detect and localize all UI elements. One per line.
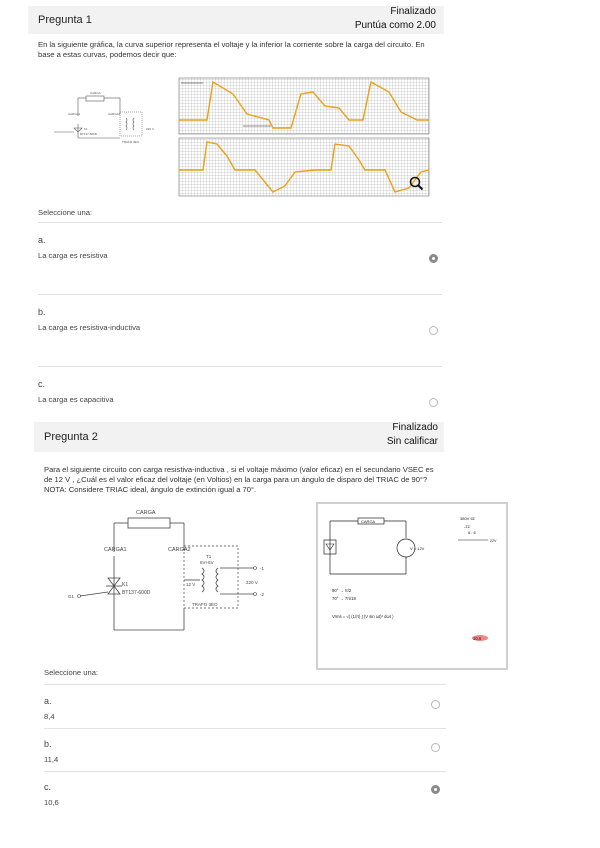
option-b-letter: b. [38, 307, 46, 317]
question-1-text: En la siguiente gráfica, la curva superior representa el voltaje y la inferior la corriente sobre la carga del circuito. En base a estas curvas, podemos decir que: [38, 40, 425, 59]
question-1-select-prompt: Seleccione una: [38, 208, 93, 217]
label-carga2: CARGA2 [168, 547, 191, 553]
question-1-divider [38, 222, 442, 223]
current-plot-area [179, 138, 429, 196]
option-c-radio[interactable] [431, 785, 440, 794]
label-n2: -2 [260, 592, 265, 597]
circuit-load-box [128, 518, 170, 528]
label-carga1: CARGA1 [104, 547, 127, 553]
label-tap: 6V+6V [200, 560, 214, 565]
question-2-notes-image [316, 502, 508, 670]
question-1-circuit [50, 88, 168, 156]
option-b-radio[interactable] [431, 743, 440, 752]
label-carga2: CARGA2 [108, 112, 121, 116]
label-n1: -1 [260, 566, 265, 571]
option-a-radio[interactable] [431, 700, 440, 709]
label-carga: CARGA [90, 91, 101, 95]
question-2-divider [44, 771, 446, 772]
label-k1: K1 [84, 127, 88, 131]
option-a-radio[interactable] [429, 254, 438, 263]
circuit-load-box [86, 96, 104, 101]
question-1-state: Finalizado [390, 6, 436, 17]
note-carga: CARGA [361, 519, 376, 524]
note-formula: Vrms = √( (1/π) ∫ (V sin ωt)² dωt ) [332, 614, 394, 619]
question-2-status [336, 421, 438, 449]
option-b-radio[interactable] [429, 326, 438, 335]
label-triac: BT137-600D [80, 132, 98, 136]
note-vrms: V = 12V [410, 546, 425, 551]
note-rel1: 380V 6Σ [460, 516, 476, 521]
question-2-circuit [66, 506, 288, 638]
label-g1: G1 [68, 594, 75, 599]
option-a-text: 8,4 [44, 712, 55, 721]
label-k1: K1 [122, 582, 129, 588]
option-c-text: La carga es capacitiva [38, 395, 114, 404]
question-2-title: Pregunta 2 [44, 431, 98, 443]
question-2-select-prompt: Seleccione una: [44, 668, 99, 677]
question-1-divider [38, 366, 442, 367]
voltage-plot-area [179, 78, 429, 134]
label-carga1: CARGA1 [68, 112, 81, 116]
option-a-text: La carga es resistiva [38, 251, 108, 260]
option-c-letter: c. [38, 379, 46, 389]
question-1-waveform-graph [173, 76, 435, 204]
label-triac: BT137-600D [122, 590, 151, 596]
option-b-letter: b. [44, 739, 52, 749]
label-trafo: TRAFO 3EO [122, 140, 140, 144]
note-deg1: 90° → π/2 [332, 588, 352, 593]
question-2-text: Para el siguiente circuito con carga resistiva-inductiva , si el voltaje máximo (valor eficaz) en el secundario VSEC es de 12 V , ¿Cuál es el valor eficaz del voltaje (en Voltios) en la carga para un ángulo de disparo del TRIAC de 90°? NOTA: Considere TRIAC ideal, ángulo de extinción igual a 70°. [44, 465, 434, 494]
question-1-title: Pregunta 1 [38, 14, 92, 26]
option-c-radio[interactable] [429, 398, 438, 407]
option-c-text: 10,6 [44, 798, 59, 807]
label-carga: CARGA [136, 510, 156, 516]
label-220v: 220 V [246, 580, 258, 585]
label-220v: 220 V [146, 127, 154, 131]
question-2-divider [44, 684, 446, 685]
option-a-letter: a. [38, 235, 46, 245]
note-rel2: -ΣΣ [464, 524, 471, 529]
question-2-divider [44, 728, 446, 729]
option-b-text: 11,4 [44, 755, 59, 764]
note-result: 10,6 [473, 636, 482, 641]
question-2-state: Finalizado [392, 422, 438, 433]
question-1-status [330, 5, 436, 33]
note-deg2: 70° → 7π/18 [332, 596, 356, 601]
question-1-divider [38, 294, 442, 295]
question-1-grade: Puntúa como 2.00 [354, 20, 436, 31]
option-b-text: La carga es resistiva-inductiva [38, 323, 141, 332]
note-rel3: 6 : 6 [468, 530, 476, 535]
label-t1: T1 [206, 554, 212, 559]
label-trafo: TRAFO 3EO [192, 602, 218, 607]
option-a-letter: a. [44, 696, 52, 706]
question-2-grade: Sin calificar [386, 436, 438, 447]
label-12v: 12 V [186, 582, 196, 587]
note-rel4: 22V [490, 539, 497, 543]
option-c-letter: c. [44, 782, 52, 792]
